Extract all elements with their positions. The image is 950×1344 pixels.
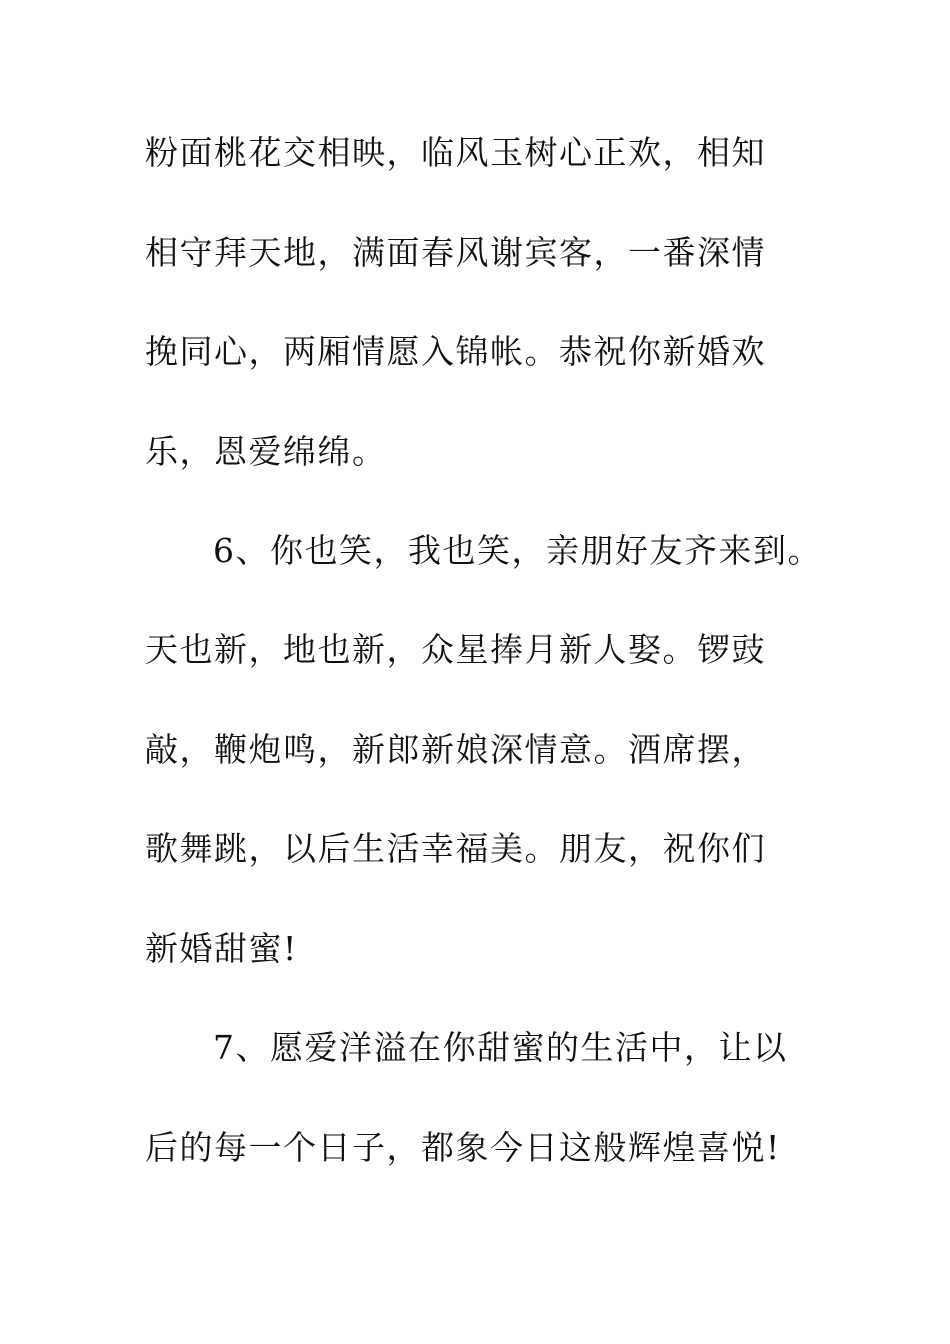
text-line: 乐，恩爱绵绵。 bbox=[145, 432, 387, 471]
paragraph-start-line: 6、你也笑，我也笑，亲朋好友齐来到。 bbox=[213, 531, 822, 570]
text-line: 天也新，地也新，众星捧月新人娶。锣豉 bbox=[145, 630, 766, 669]
text-line: 挽同心，两厢情愿入锦帐。恭祝你新婚欢 bbox=[145, 332, 766, 371]
text-line: 歌舞跳，以后生活幸福美。朋友，祝你们 bbox=[145, 829, 766, 868]
text-line: 相守拜天地，满面春风谢宾客，一番深情 bbox=[145, 233, 766, 272]
text-line: 新婚甜蜜! bbox=[145, 929, 298, 968]
text-line: 粉面桃花交相映，临风玉树心正欢，相知 bbox=[145, 133, 766, 172]
text-line: 后的每一个日子，都象今日这般辉煌喜悦! bbox=[145, 1128, 781, 1167]
text-line: 敲，鞭炮鸣，新郎新娘深情意。酒席摆， bbox=[145, 730, 766, 769]
paragraph-start-line: 7、愿爱洋溢在你甜蜜的生活中，让以 bbox=[213, 1028, 788, 1067]
